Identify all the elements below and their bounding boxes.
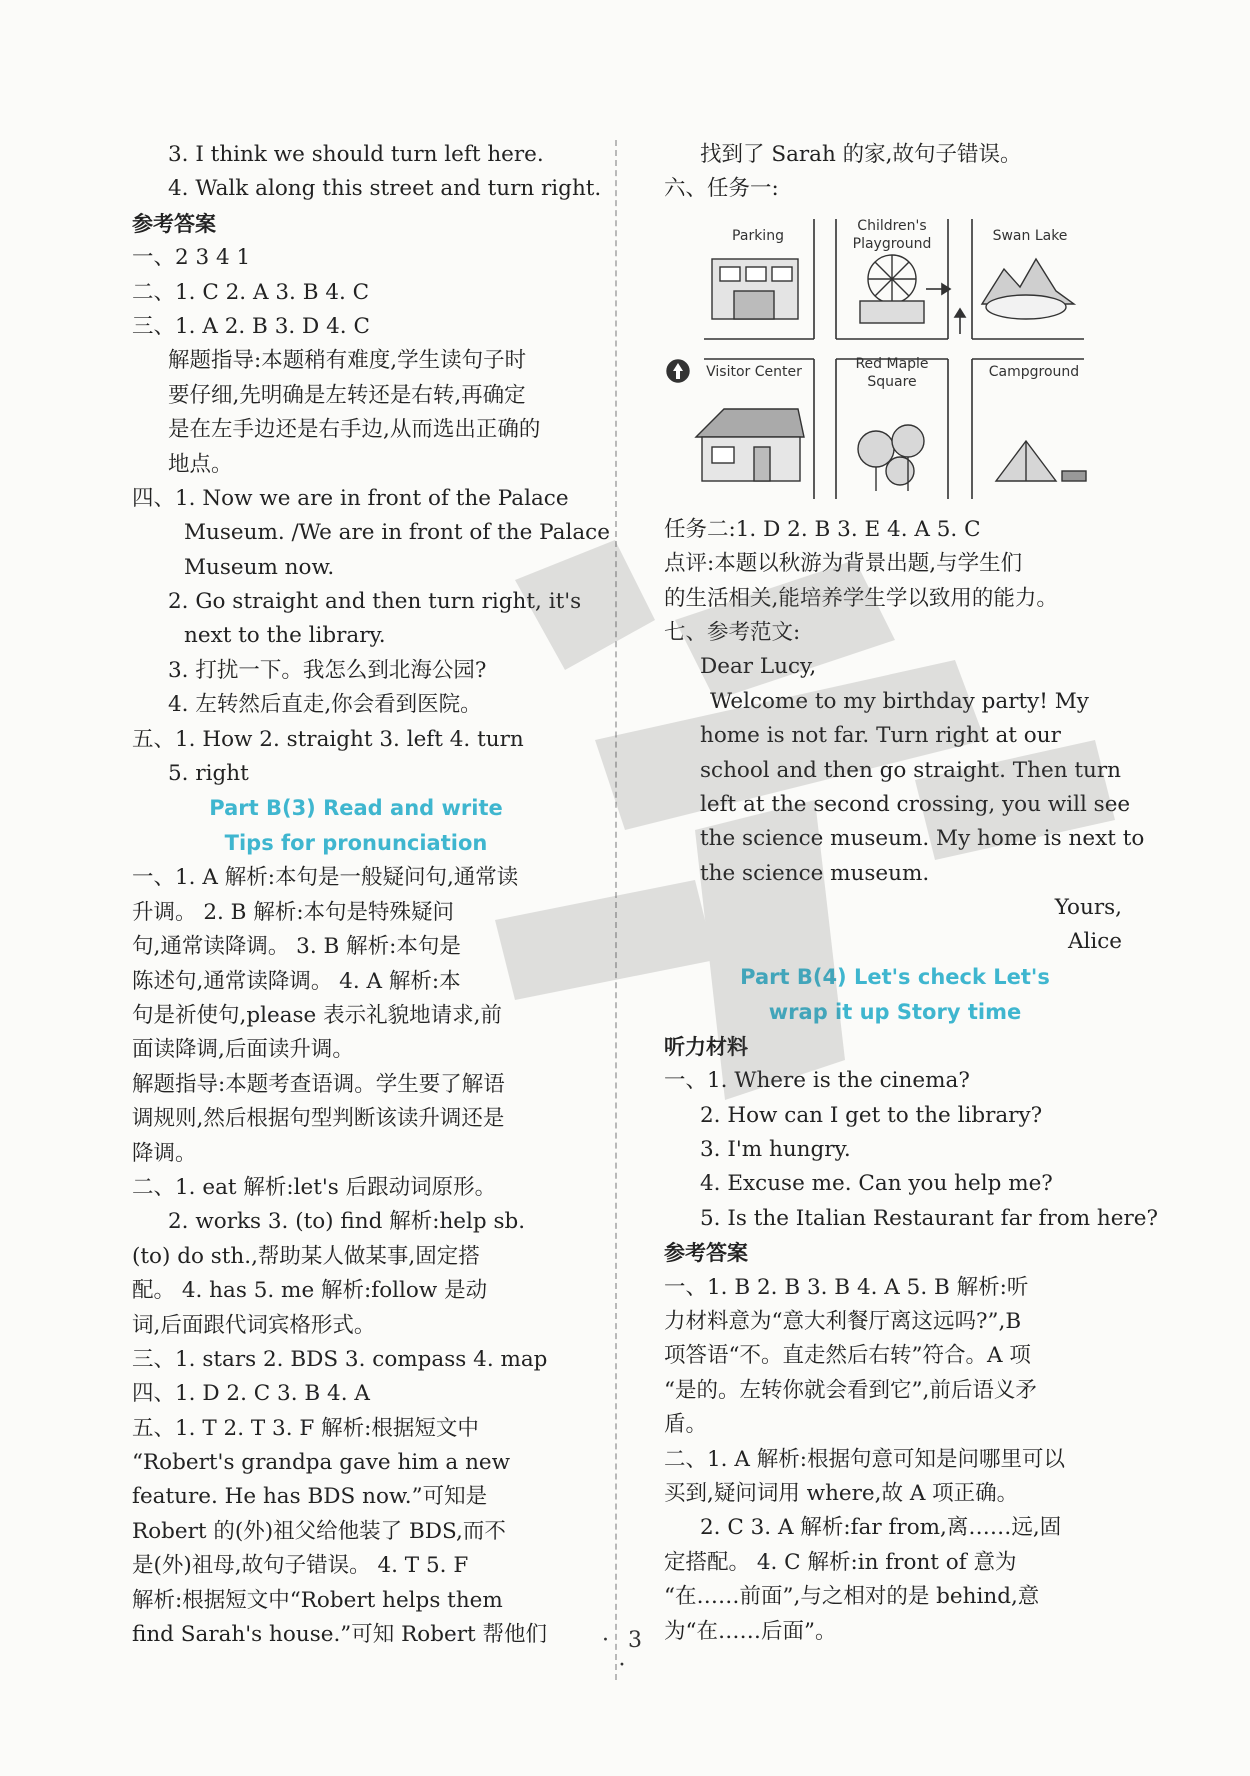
- text-line: Dear Lucy,: [700, 654, 817, 680]
- text-line: 降调。: [132, 1140, 197, 1166]
- ferris-wheel-icon: [860, 255, 924, 323]
- answers-heading: 参考答案: [132, 211, 216, 236]
- text-line: 地点。: [168, 451, 233, 477]
- section-subtitle: wrap it up Story time: [768, 999, 1022, 1024]
- text-line: 4. Walk along this street and turn right.: [168, 176, 602, 202]
- text-line: 一、1. Where is the cinema?: [664, 1068, 970, 1094]
- text-line: 三、1. stars 2. BDS 3. compass 4. map: [132, 1346, 548, 1372]
- text-line: 一、1. A 解析:本句是一般疑问句,通常读: [132, 865, 519, 891]
- text-line: find Sarah's house.”可知 Robert 帮他们: [132, 1622, 547, 1648]
- text-line: 五、1. T 2. T 3. F 解析:根据短文中: [132, 1415, 479, 1441]
- text-line: 六、任务一:: [664, 176, 779, 202]
- text-line: 2. works 3. (to) find 解析:help sb.: [168, 1209, 526, 1235]
- text-line: next to the library.: [184, 623, 386, 649]
- text-line: 盾。: [664, 1412, 708, 1438]
- tent-icon: [996, 441, 1086, 481]
- text-line: 四、1. Now we are in front of the Palace: [132, 485, 569, 511]
- text-line: feature. He has BDS now.”可知是: [132, 1484, 488, 1510]
- text-line: “Robert's grandpa gave him a new: [132, 1450, 511, 1476]
- text-line: 配。 4. has 5. me 解析:follow 是动: [132, 1278, 488, 1304]
- text-line: 点评:本题以秋游为背景出题,与学生们: [664, 551, 1023, 577]
- section-subtitle: Tips for pronunciation: [224, 831, 488, 856]
- text-line: Robert 的(外)祖父给他装了 BDS,而不: [132, 1518, 506, 1544]
- maple-square-icon: [858, 425, 924, 491]
- text-line: 2. C 3. A 解析:far from,离……远,固: [700, 1515, 1062, 1541]
- text-line: 二、1. eat 解析:let's 后跟动词原形。: [132, 1174, 497, 1200]
- text-line: 项答语“不。直走然后右转”符合。A 项: [664, 1343, 1031, 1369]
- page-number: · 3 ·: [602, 1628, 648, 1678]
- text-line: 任务二:1. D 2. B 3. E 4. A 5. C: [664, 516, 981, 542]
- map-label: Red Maple Square: [855, 355, 929, 390]
- text-line: 句,通常读降调。 3. B 解析:本句是: [132, 934, 461, 960]
- text-line: 解题指导:本题考查语调。学生要了解语: [132, 1071, 505, 1097]
- lake-icon: [982, 259, 1074, 319]
- map-label: Parking: [732, 227, 784, 244]
- map-label: Children's Playground: [852, 217, 932, 252]
- text-line: Museum. /We are in front of the Palace: [184, 520, 610, 546]
- text-line: 2. Go straight and then turn right, it's: [168, 589, 582, 615]
- text-line: (to) do sth.,帮助某人做某事,固定搭: [132, 1243, 480, 1269]
- text-line: the science museum. My home is next to: [700, 826, 1145, 852]
- text-line: the science museum.: [700, 860, 930, 886]
- text-line: Welcome to my birthday party! My: [710, 688, 1089, 714]
- text-line: 三、1. A 2. B 3. D 4. C: [132, 313, 370, 339]
- text-line: 升调。 2. B 解析:本句是特殊疑问: [132, 899, 455, 925]
- text-line: left at the second crossing, you will see: [700, 791, 1131, 817]
- text-line: 的生活相关,能培养学生学以致用的能力。: [664, 585, 1058, 611]
- section-title: Part B(3) Read and write: [209, 796, 503, 821]
- listening-heading: 听力材料: [664, 1034, 748, 1059]
- map-label: Campground: [988, 363, 1080, 380]
- text-line: 解析:根据短文中“Robert helps them: [132, 1587, 503, 1613]
- text-line: 词,后面跟代词宾格形式。: [132, 1312, 376, 1338]
- text-line: home is not far. Turn right at our: [700, 723, 1061, 749]
- left-column: [132, 138, 610, 1652]
- text-line: 四、1. D 2. C 3. B 4. A: [132, 1381, 370, 1407]
- column-divider: [615, 140, 617, 1680]
- text-line: 力材料意为“意大利餐厅离这远吗?”,B: [664, 1308, 1022, 1334]
- right-column: [664, 138, 1159, 1649]
- text-line: 陈述句,通常读降调。 4. A 解析:本: [132, 968, 461, 994]
- text-line: 调规则,然后根据句型判断该读升调还是: [132, 1106, 505, 1132]
- text-line: 一、1. B 2. B 3. B 4. A 5. B 解析:听: [664, 1274, 1029, 1300]
- text-line: 3. I'm hungry.: [700, 1137, 851, 1163]
- letter-closing: Yours,: [1054, 895, 1122, 921]
- text-line: Museum now.: [184, 554, 335, 580]
- text-line: 3. I think we should turn left here.: [168, 142, 544, 167]
- park-map: [664, 209, 1126, 509]
- map-label: Visitor Center: [706, 363, 802, 380]
- text-line: 2. How can I get to the library?: [700, 1102, 1043, 1128]
- text-line: 句是祈使句,please 表示礼貌地请求,前: [132, 1002, 502, 1028]
- text-line: 是(外)祖母,故句子错误。 4. T 5. F: [132, 1553, 469, 1579]
- text-line: 解题指导:本题稍有难度,学生读句子时: [168, 348, 527, 374]
- text-line: 五、1. How 2. straight 3. left 4. turn: [132, 726, 524, 752]
- answers-heading: 参考答案: [664, 1241, 748, 1266]
- letter-signature: Alice: [1067, 929, 1122, 955]
- text-line: 5. right: [168, 761, 249, 787]
- text-line: 买到,疑问词用 where,故 A 项正确。: [664, 1480, 1019, 1506]
- text-line: 为“在……后面”。: [664, 1618, 837, 1644]
- text-line: 要仔细,先明确是左转还是右转,再确定: [168, 382, 526, 408]
- text-line: 二、1. A 解析:根据句意可知是问哪里可以: [664, 1446, 1065, 1472]
- text-line: 3. 打扰一下。我怎么到北海公园?: [168, 657, 487, 683]
- parking-icon: [712, 259, 798, 319]
- text-line: 4. Excuse me. Can you help me?: [700, 1171, 1053, 1197]
- text-line: 面读降调,后面读升调。: [132, 1037, 354, 1063]
- map-label: Swan Lake: [992, 227, 1068, 244]
- text-line: 是在左手边还是右手边,从而选出正确的: [168, 417, 541, 443]
- text-line: 二、1. C 2. A 3. B 4. C: [132, 279, 370, 305]
- text-line: “在……前面”,与之相对的是 behind,意: [664, 1584, 1040, 1610]
- text-line: 找到了 Sarah 的家,故句子错误。: [700, 142, 1022, 167]
- text-line: school and then go straight. Then turn: [700, 757, 1121, 783]
- text-line: 4. 左转然后直走,你会看到医院。: [168, 692, 482, 718]
- text-line: 5. Is the Italian Restaurant far from here?: [700, 1205, 1159, 1231]
- text-line: 七、参考范文:: [664, 619, 801, 645]
- text-line: 一、2 3 4 1: [132, 245, 251, 271]
- section-title: Part B(4) Let's check Let's: [740, 964, 1050, 989]
- text-line: “是的。左转你就会看到它”,前后语义矛: [664, 1377, 1037, 1403]
- text-line: 定搭配。 4. C 解析:in front of 意为: [664, 1549, 1017, 1575]
